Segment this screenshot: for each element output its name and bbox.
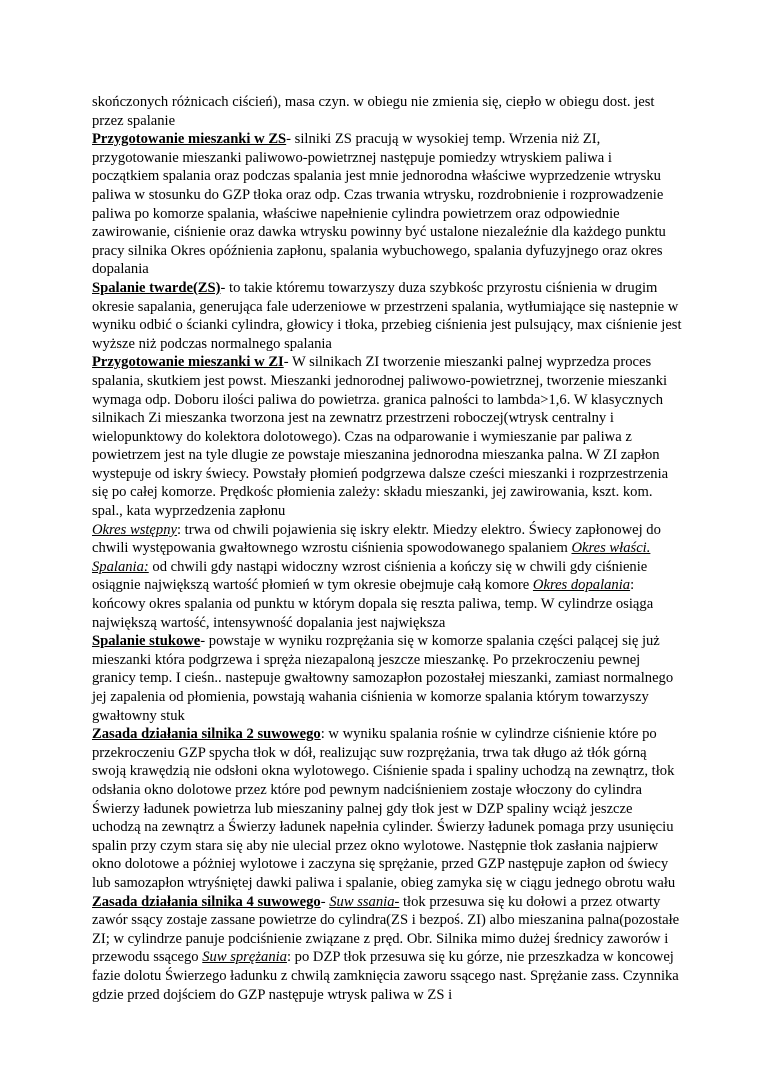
section-heading-hard-combustion: Spalanie twarde(ZS) <box>92 279 221 296</box>
term-intake-stroke: Suw ssania- <box>329 893 400 910</box>
paragraph-mixture-zi <box>92 353 682 520</box>
paragraph-text: - powstaje w wyniku rozprężania się w komorze spalania części palącej się już mieszanki która podgrzewa i spręża niezapaloną jeszcze mieszankę. Po przekroczeniu pewnej granicy temp. I cieśn.. nastepuje gwałtowny samozapłon pozostałej mieszanki, zamiast normalnego jej zapalenia od płomienia, powstają wahania ciśnienia w komorze spalania którym towarzyszy gwałtowny stuk <box>92 633 674 724</box>
paragraph-text: : w wyniku spalania rośnie w cylindrze ciśnienie które po przekroczeniu GZP spycha tłok w dół, realizując suw rozprężania, trwa tak długo aż tłók górną swoją krawędzią nie odsłoni okna wylotowego. Ciśnienie spada i spaliny uchodzą na zewnątrz, tłok odsłania okno dolotowe przez które pod pewnym nadciśnieniem zostaje włoczony do cylindra Świerzy ładunek powietrza lub mieszaniny palnej gdy tłok jest w DZP spaliny wciąż jeszcze uchodzą na zewnątrz a Świerzy ładunek napełnia cylinder. Świerzy ładunek pomaga przy usunięciu spalin przy czym stara się aby nie ulecial przez okno wylotowe. Następnie tłok zasłania najpierw okno dolotowe a póżniej wylotowe i zaczyna się sprężanie, przed GZP następuje zapłon od świecy lub samozapłon wtryśniętej dawki paliwa i spalanie, obieg zamyka się w ciągu jednego obrotu wału <box>92 726 676 891</box>
paragraph-combustion-periods <box>92 521 682 633</box>
heading-dash: - <box>320 893 330 910</box>
paragraph-text: : po DZP tłok przesuwa się ku górze, nie przeszkadza w koncowej fazie dolotu Świerzego ładunku z chwilą zamknięcia zaworu ssącego nast. Sprężanie zass. Czynnika gdzie przed dojściem do GZP następuje wtrysk paliwa w ZS i <box>92 949 679 1003</box>
document-page <box>92 93 682 1004</box>
paragraph-text: od chwili gdy nastąpi widoczny wzrost ciśnienia a kończy się w chwili gdy ciśnienie osiągnie największą wartość płomień w tym okresie obejmuje całą komore <box>92 558 648 594</box>
term-compression-stroke: Suw sprężania <box>202 949 287 966</box>
paragraph-text: : trwa od chwili pojawienia się iskry elektr. Miedzy elektro. Świecy zapłonowej do chwili występowania gwałtownego wzrostu ciśnienia spowodowanego spalaniem <box>92 521 661 557</box>
paragraph-mixture-zs <box>92 130 682 279</box>
section-heading-mixture-zs: Przygotowanie mieszanki w ZS <box>92 131 287 148</box>
section-heading-knock-combustion: Spalanie stukowe <box>92 633 201 650</box>
paragraph-text: skończonych różnicach ciścień), masa czyn. w obiegu nie zmienia się, ciepło w obiegu dost. jest przez spalanie <box>92 94 655 129</box>
term-proper-combustion-period: Okres właści. Spalania: <box>92 540 651 575</box>
paragraph-text: tłok przesuwa się ku dołowi a przez otwarty zawór ssący zostaje zassane powietrze do cylindra(ZS i bezpoś. ZI) albo mieszanina palna(pozostałe ZI; w cylindrze panuje podciśnienie związane z pręd. Obr. Silnika mimo dużej średnicy zaworów i przewodu ssącego <box>92 893 680 966</box>
paragraph-hard-combustion <box>92 279 682 353</box>
section-heading-two-stroke: Zasada działania silnika 2 suwowego <box>92 726 321 743</box>
term-initial-period: Okres wstępny <box>92 521 177 538</box>
paragraph-text: - to takie któremu towarzyszy duza szybkośc przyrostu ciśnienia w drugim okresie sapalania, generująca fale uderzeniowe w przestrzeni spalania, wytłumiające się nastepnie w wyniku odbić o ścianki cylindra, głowicy i tłoka, przebieg ciśnienia jest pulsujący, max ciśnienie jest wyższe niż podczas normalnego spalania <box>92 279 682 352</box>
paragraph-text: - W silnikach ZI tworzenie mieszanki palnej wyprzedza proces spalania, skutkiem jest powst. Mieszanki jednorodnej paliwowo-powietrznej, tworzenie mieszanki wymaga odp. Doboru ilości paliwa do powietrza. granica palności to lambda>1,6. W klasycznych silnikach Zi mieszanka tworzona jest na zewnatrz przestrzeni roboczej(wtrysk centralny i wielopunktowy do kolektora dolotowego). Czas na odparowanie i wymieszanie par paliwa z powietrzem jest na tyle dlugie ze powstaje mieszanina jednorodna mieszanka palna. W ZI zapłon wystepuje od iskry świecy. Powstały płomień podgrzewa dalsze cześci mieszanki i rozprzestrzenia się po całej komorze. Prędkośc płomienia zależy: składu mieszanki, jej zawirowania, kszt. kom. spal., kata wyprzedzenia zapłonu <box>92 354 669 520</box>
section-heading-mixture-zi: Przygotowanie mieszanki w ZI <box>92 354 284 371</box>
paragraph-knock-combustion <box>92 632 682 725</box>
term-afterburning-period: Okres dopalania <box>532 577 631 594</box>
paragraph-text: : końcowy okres spalania od punktu w którym dopala się reszta paliwa, temp. W cylindrze osiąga największą wartość, intensywność dopalania jest największa <box>92 577 654 631</box>
paragraph-two-stroke <box>92 725 682 892</box>
paragraph-four-stroke <box>92 893 682 1005</box>
paragraph-cycle-continuation <box>92 93 682 130</box>
paragraph-text: - silniki ZS pracują w wysokiej temp. Wrzenia niż ZI, przygotowanie mieszanki paliwowo-powietrznej następuje pomiedzy wtryskiem paliwa i początkiem spalania oraz podczas spalania jest mnie jednorodna właściwe wyprzedzenie wtrysku paliwa w stosunku do GZP tłoka oraz odp. Czas trwania wtrysku, rozdrobnienie i rozprowadzenie paliwa po komorze spalania, właściwe napełnienie cylindra powietrzem oraz odpowiednie zawirowanie, ciśnienie oraz dawka wtrysku powinny być ustalone niezaleźnie dla każdego punktu pracy silnika Okres opóźnienia zapłonu, spalania wybuchowego, spalania dyfuzyjnego oraz okres dopalania <box>92 131 666 278</box>
section-heading-four-stroke: Zasada działania silnika 4 suwowego <box>92 893 321 910</box>
